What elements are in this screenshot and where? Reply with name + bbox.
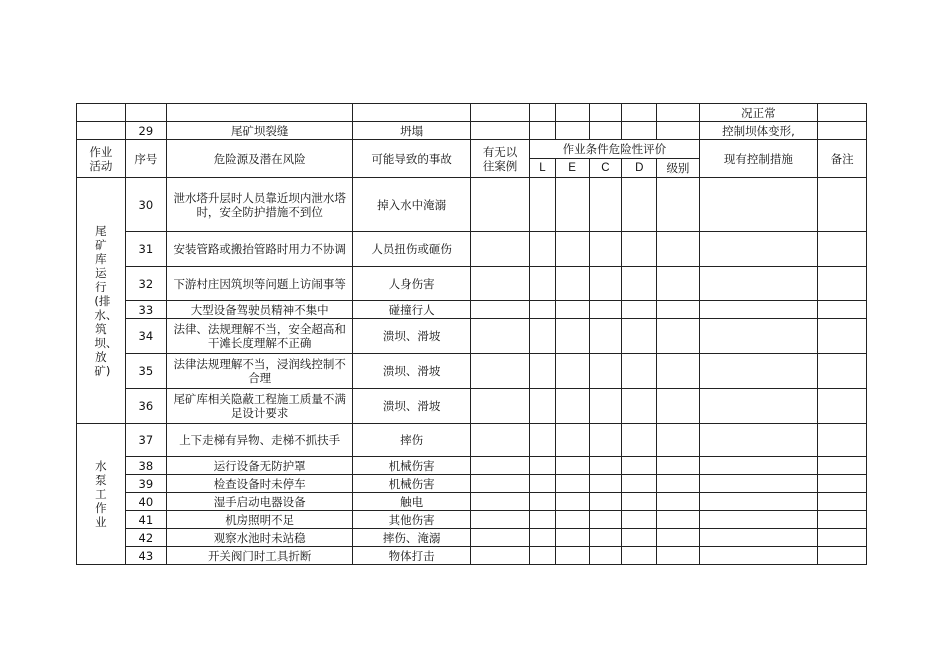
cell-d xyxy=(622,301,657,319)
cell-accident: 人身伤害 xyxy=(353,267,471,301)
cell-control xyxy=(699,493,818,511)
cell-l xyxy=(530,457,555,475)
table-row xyxy=(77,457,867,475)
cell-cases xyxy=(470,301,529,319)
table-row xyxy=(77,122,867,140)
cell-l xyxy=(530,529,555,547)
cell-c xyxy=(589,493,622,511)
cell-accident: 坍塌 xyxy=(353,122,471,140)
cell-c xyxy=(589,389,622,424)
cell-accident: 其他伤害 xyxy=(353,511,471,529)
cell-cases xyxy=(470,178,529,232)
cell-accident: 溃坝、滑坡 xyxy=(353,354,471,389)
cell-e xyxy=(555,547,589,565)
cell-e xyxy=(555,178,589,232)
table-row xyxy=(77,301,867,319)
cell-l xyxy=(530,511,555,529)
cell-d xyxy=(622,493,657,511)
cell-d xyxy=(622,178,657,232)
cell-remark xyxy=(818,301,867,319)
cell-e xyxy=(555,529,589,547)
activity-label: 尾矿库运行(排水、筑坝、放矿) xyxy=(94,223,118,378)
cell-level xyxy=(657,104,699,122)
cell-level xyxy=(657,232,699,267)
cell-remark xyxy=(818,354,867,389)
cell-c xyxy=(589,104,622,122)
cell-control: 控制坝体变形, xyxy=(699,122,818,140)
cell-remark xyxy=(818,547,867,565)
header-d: D xyxy=(622,159,657,178)
cell-accident: 机械伤害 xyxy=(353,475,471,493)
cell-l xyxy=(530,475,555,493)
cell-hazard: 上下走梯有异物、走梯不抓扶手 xyxy=(167,424,353,457)
cell-d xyxy=(622,104,657,122)
cell-seq: 37 xyxy=(125,424,166,457)
cell-l xyxy=(530,178,555,232)
cell-cases xyxy=(470,424,529,457)
cell-accident: 物体打击 xyxy=(353,547,471,565)
cell-d xyxy=(622,389,657,424)
cell-remark xyxy=(818,424,867,457)
cell-level xyxy=(657,389,699,424)
cell-control xyxy=(699,267,818,301)
cell-level xyxy=(657,301,699,319)
header-level: 级别 xyxy=(657,159,699,178)
table-row xyxy=(77,319,867,354)
cell-e xyxy=(555,232,589,267)
cell-cases xyxy=(470,547,529,565)
cell-accident: 触电 xyxy=(353,493,471,511)
cell-cases xyxy=(470,511,529,529)
cell-cases xyxy=(470,319,529,354)
table-row xyxy=(77,547,867,565)
header-cases: 有无以 往案例 xyxy=(470,140,529,178)
cell-seq: 30 xyxy=(125,178,166,232)
cell-hazard: 观察水池时未站稳 xyxy=(167,529,353,547)
cell-seq: 38 xyxy=(125,457,166,475)
cell-seq: 42 xyxy=(125,529,166,547)
cell-cases xyxy=(470,354,529,389)
table-row xyxy=(77,424,867,457)
cell-d xyxy=(622,475,657,493)
cell-remark xyxy=(818,122,867,140)
cell-accident: 机械伤害 xyxy=(353,457,471,475)
cell-remark xyxy=(818,178,867,232)
cell-d xyxy=(622,122,657,140)
header-row xyxy=(77,140,867,159)
header-control: 现有控制措施 xyxy=(699,140,818,178)
cell-seq: 33 xyxy=(125,301,166,319)
cell-level xyxy=(657,122,699,140)
cell-c xyxy=(589,424,622,457)
cell-accident: 摔伤 xyxy=(353,424,471,457)
cell-hazard: 大型设备驾驶员精神不集中 xyxy=(167,301,353,319)
cell-e xyxy=(555,424,589,457)
cell-seq: 34 xyxy=(125,319,166,354)
cell-d xyxy=(622,424,657,457)
cell-hazard: 法律、法规理解不当，安全超高和干滩长度理解不正确 xyxy=(167,319,353,354)
table-row xyxy=(77,178,867,232)
cell-accident: 掉入水中淹溺 xyxy=(353,178,471,232)
cell-level xyxy=(657,424,699,457)
cell-l xyxy=(530,493,555,511)
cell-c xyxy=(589,178,622,232)
cell-level xyxy=(657,178,699,232)
cell-c xyxy=(589,267,622,301)
cell-e xyxy=(555,511,589,529)
cell-e xyxy=(555,354,589,389)
cell-c xyxy=(589,232,622,267)
cell-cases xyxy=(470,232,529,267)
cell-control xyxy=(699,178,818,232)
cell-seq: 41 xyxy=(125,511,166,529)
cell-e xyxy=(555,457,589,475)
cell-c xyxy=(589,547,622,565)
cell-hazard: 安装管路或搬抬管路时用力不协调 xyxy=(167,232,353,267)
cell-cases xyxy=(470,493,529,511)
cell-d xyxy=(622,319,657,354)
cell-l xyxy=(530,301,555,319)
cell-control xyxy=(699,511,818,529)
cell-e xyxy=(555,319,589,354)
cell-c xyxy=(589,301,622,319)
cell-e xyxy=(555,122,589,140)
table-row xyxy=(77,493,867,511)
header-l: L xyxy=(530,159,555,178)
cell-l xyxy=(530,122,555,140)
cell-level xyxy=(657,493,699,511)
cell-cases xyxy=(470,389,529,424)
cell-l xyxy=(530,267,555,301)
table-row xyxy=(77,267,867,301)
cell-seq xyxy=(125,104,166,122)
cell-seq: 40 xyxy=(125,493,166,511)
cell-cases xyxy=(470,475,529,493)
cell-c xyxy=(589,122,622,140)
cell-cases xyxy=(470,267,529,301)
cell-c xyxy=(589,354,622,389)
cell-d xyxy=(622,232,657,267)
cell-hazard: 尾矿库相关隐蔽工程施工质量不满足设计要求 xyxy=(167,389,353,424)
cell-level xyxy=(657,267,699,301)
header-seq: 序号 xyxy=(125,140,166,178)
cell-cases xyxy=(470,122,529,140)
cell-level xyxy=(657,529,699,547)
cell-d xyxy=(622,529,657,547)
cell-control xyxy=(699,547,818,565)
header-e: E xyxy=(555,159,589,178)
cell-e xyxy=(555,104,589,122)
cell-l xyxy=(530,319,555,354)
header-remark: 备注 xyxy=(818,140,867,178)
cell-e xyxy=(555,301,589,319)
cell-control xyxy=(699,354,818,389)
cell-c xyxy=(589,529,622,547)
cell-l xyxy=(530,232,555,267)
cell-hazard: 下游村庄因筑坝等问题上访闹事等 xyxy=(167,267,353,301)
table-row xyxy=(77,354,867,389)
cell-activity xyxy=(77,104,126,122)
cell-remark xyxy=(818,232,867,267)
header-eval: 作业条件危险性评价 xyxy=(530,140,699,159)
header-activity: 作业 活动 xyxy=(77,140,126,178)
cell-hazard: 法律法规理解不当，浸润线控制不合理 xyxy=(167,354,353,389)
cell-e xyxy=(555,389,589,424)
cell-e xyxy=(555,493,589,511)
cell-seq: 39 xyxy=(125,475,166,493)
cell-accident xyxy=(353,104,471,122)
cell-activity xyxy=(77,424,126,565)
cell-d xyxy=(622,457,657,475)
cell-seq: 43 xyxy=(125,547,166,565)
cell-remark xyxy=(818,104,867,122)
cell-accident: 摔伤、淹溺 xyxy=(353,529,471,547)
cell-activity xyxy=(77,122,126,140)
cell-d xyxy=(622,354,657,389)
table-row xyxy=(77,511,867,529)
table-row xyxy=(77,475,867,493)
cell-hazard: 尾矿坝裂缝 xyxy=(167,122,353,140)
cell-level xyxy=(657,511,699,529)
cell-d xyxy=(622,547,657,565)
cell-l xyxy=(530,389,555,424)
cell-seq: 31 xyxy=(125,232,166,267)
cell-e xyxy=(555,267,589,301)
table-row xyxy=(77,529,867,547)
cell-l xyxy=(530,547,555,565)
table-row xyxy=(77,389,867,424)
cell-hazard: 湿手启动电器设备 xyxy=(167,493,353,511)
cell-remark xyxy=(818,511,867,529)
cell-remark xyxy=(818,493,867,511)
table-row xyxy=(77,232,867,267)
cell-accident: 碰撞行人 xyxy=(353,301,471,319)
cell-hazard: 开关阀门时工具折断 xyxy=(167,547,353,565)
cell-control xyxy=(699,389,818,424)
cell-remark xyxy=(818,475,867,493)
activity-label: 水泵工作业 xyxy=(95,459,107,529)
cell-cases xyxy=(470,457,529,475)
cell-seq: 35 xyxy=(125,354,166,389)
cell-c xyxy=(589,457,622,475)
cell-accident: 人员扭伤或砸伤 xyxy=(353,232,471,267)
cell-e xyxy=(555,475,589,493)
cell-hazard xyxy=(167,104,353,122)
header-accident: 可能导致的事故 xyxy=(353,140,471,178)
cell-control: 况正常 xyxy=(699,104,818,122)
table-body xyxy=(77,104,867,565)
cell-level xyxy=(657,547,699,565)
header-hazard: 危险源及潜在风险 xyxy=(167,140,353,178)
cell-cases xyxy=(470,529,529,547)
cell-control xyxy=(699,319,818,354)
cell-seq: 29 xyxy=(125,122,166,140)
cell-accident: 溃坝、滑坡 xyxy=(353,319,471,354)
cell-control xyxy=(699,529,818,547)
cell-control xyxy=(699,475,818,493)
cell-l xyxy=(530,354,555,389)
cell-cases xyxy=(470,104,529,122)
cell-level xyxy=(657,457,699,475)
cell-hazard: 机房照明不足 xyxy=(167,511,353,529)
cell-remark xyxy=(818,267,867,301)
cell-hazard: 检查设备时未停车 xyxy=(167,475,353,493)
cell-remark xyxy=(818,457,867,475)
cell-d xyxy=(622,511,657,529)
cell-remark xyxy=(818,319,867,354)
cell-accident: 溃坝、滑坡 xyxy=(353,389,471,424)
cell-l xyxy=(530,104,555,122)
risk-assessment-table xyxy=(76,103,867,565)
cell-c xyxy=(589,319,622,354)
cell-level xyxy=(657,475,699,493)
cell-seq: 36 xyxy=(125,389,166,424)
cell-control xyxy=(699,424,818,457)
header-c: C xyxy=(589,159,622,178)
cell-l xyxy=(530,424,555,457)
cell-level xyxy=(657,319,699,354)
cell-activity xyxy=(77,178,126,424)
cell-c xyxy=(589,511,622,529)
cell-remark xyxy=(818,529,867,547)
cell-level xyxy=(657,354,699,389)
cell-hazard: 运行设备无防护罩 xyxy=(167,457,353,475)
cell-control xyxy=(699,301,818,319)
cell-remark xyxy=(818,389,867,424)
cell-c xyxy=(589,475,622,493)
cell-d xyxy=(622,267,657,301)
cell-hazard: 泄水塔升层时人员靠近坝内泄水塔时，安全防护措施不到位 xyxy=(167,178,353,232)
cell-control xyxy=(699,232,818,267)
cell-seq: 32 xyxy=(125,267,166,301)
cell-control xyxy=(699,457,818,475)
table-row xyxy=(77,104,867,122)
